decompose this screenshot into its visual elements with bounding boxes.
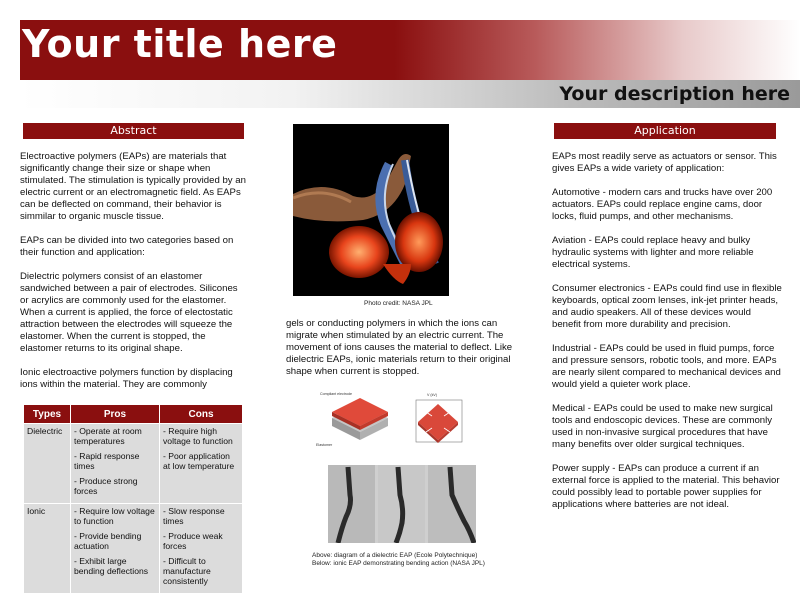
diagram-label: V (kV) (427, 393, 437, 397)
table-header-cons: Cons (160, 405, 243, 424)
pro-item: - Require low voltage to function (74, 506, 155, 526)
arm-wrestling-photo (293, 124, 449, 296)
pro-item: - Rapid response times (74, 451, 140, 471)
con-item: - Require high voltage to function (163, 426, 233, 446)
eap-arm-illustration (293, 124, 449, 296)
table-header-pros: Pros (71, 405, 160, 424)
poster-title: Your title here (22, 22, 338, 66)
diagram-label: Compliant electrode (320, 392, 352, 396)
application-heading: Application (554, 123, 776, 139)
con-item: - Poor application at low temperature (163, 451, 235, 471)
description-banner (20, 80, 800, 108)
pro-item: - Provide bending actuation (74, 531, 142, 551)
ionic-eap-photo-strip (328, 465, 476, 543)
table-cell-cons (160, 424, 243, 504)
ionic-continuation: gels or conducting polymers in which the ions can migrate when stimulated by an electric current. The movement of ions causes the material to deflect. Like dielectric EAPs, ionic materials return to their original shape when current is stopped. (286, 318, 513, 377)
abstract-body (20, 151, 248, 403)
application-paragraph: Medical - EAPs could be used to make new surgical tools and endoscopic devices. These are commonly used in non-invasive surgical procedures that have many benefits over older surgical techniques. (552, 403, 773, 450)
pro-item: - Produce strong forces (74, 476, 138, 496)
pros-cons-table (23, 404, 243, 594)
abstract-paragraph: EAPs can be divided into two categories based on their function and application: (20, 235, 234, 258)
caption-line: Above: diagram of a dielectric EAP (Ecole Polytechnique) (312, 552, 478, 559)
abstract-paragraph: Ionic electroactive polymers function by displacing ions within the material. They are commonly (20, 367, 233, 390)
abstract-heading: Abstract (23, 123, 244, 139)
caption-line: Below: ionic EAP demonstrating bending action (NASA JPL) (312, 560, 485, 567)
table-cell-pros (71, 504, 160, 594)
con-item: - Slow response times (163, 506, 225, 526)
table-row (24, 504, 243, 594)
diagram-caption (312, 552, 485, 568)
table-cell-cons (160, 504, 243, 594)
table-cell-pros (71, 424, 160, 504)
con-item: - Difficult to manufacture consistently (163, 556, 211, 586)
application-body (552, 151, 782, 523)
table-cell-type: Ionic (24, 504, 71, 594)
application-paragraph: Industrial - EAPs could be used in fluid pumps, force and pressure sensors, robotic tools, and more. EAPs are nearly silent compared to mechanical devices and would yield a quieter work place. (552, 343, 781, 390)
con-item: - Produce weak forces (163, 531, 223, 551)
application-paragraph: EAPs most readily serve as actuators or sensor. This gives EAPs a wide variety of application: (552, 151, 777, 174)
application-paragraph: Automotive - modern cars and trucks have over 200 actuators. EAPs could replace engine cams, door locks, fluid pumps, and other mechanisms. (552, 187, 773, 222)
application-paragraph: Power supply - EAPs can produce a current if an external force is applied to the material. This behavior could possibly lead to portable power supplies for applications where batteries are not ideal. (552, 463, 780, 510)
application-paragraph: Consumer electronics - EAPs could find use in flexible keyboards, optical zoom lenses, ink-jet printer heads, and audio speakers. All of these devices would benefit from more durability and precision. (552, 283, 782, 330)
pro-item: - Operate at room temperatures (74, 426, 142, 446)
abstract-paragraph: Dielectric polymers consist of an elastomer sandwiched between a pair of electrodes. Silicones or acrylics are commonly used for the elastomer. When a current is applied, the force of electostatic attraction between the electrodes will squeeze the elastomer. When the current is stopped, the elastomer returns to its original shape. (20, 271, 238, 354)
application-paragraph: Aviation - EAPs could replace heavy and bulky hydraulic systems with lighter and more reliable electrical systems. (552, 235, 754, 270)
photo-credit: Photo credit: NASA JPL (364, 300, 433, 307)
abstract-paragraph: Electroactive polymers (EAPs) are materials that significantly change their size or shape when stimulated. The stimulation is typically provided by an electric current or an electromagnetic field. As EAPs can be deflected on command, their behavior is simmilar to organic muscle tissue. (20, 151, 246, 222)
dielectric-eap-diagram (312, 388, 482, 450)
poster-description: Your description here (559, 83, 790, 105)
pro-item: - Exhibit large bending deflections (74, 556, 149, 576)
table-header-row (24, 405, 243, 424)
diagram-label: Elastomer (316, 443, 333, 447)
ionic-eap-bending-illustration (328, 465, 476, 543)
table-header-types: Types (24, 405, 71, 424)
table-cell-type: Dielectric (24, 424, 71, 504)
table-row (24, 424, 243, 504)
